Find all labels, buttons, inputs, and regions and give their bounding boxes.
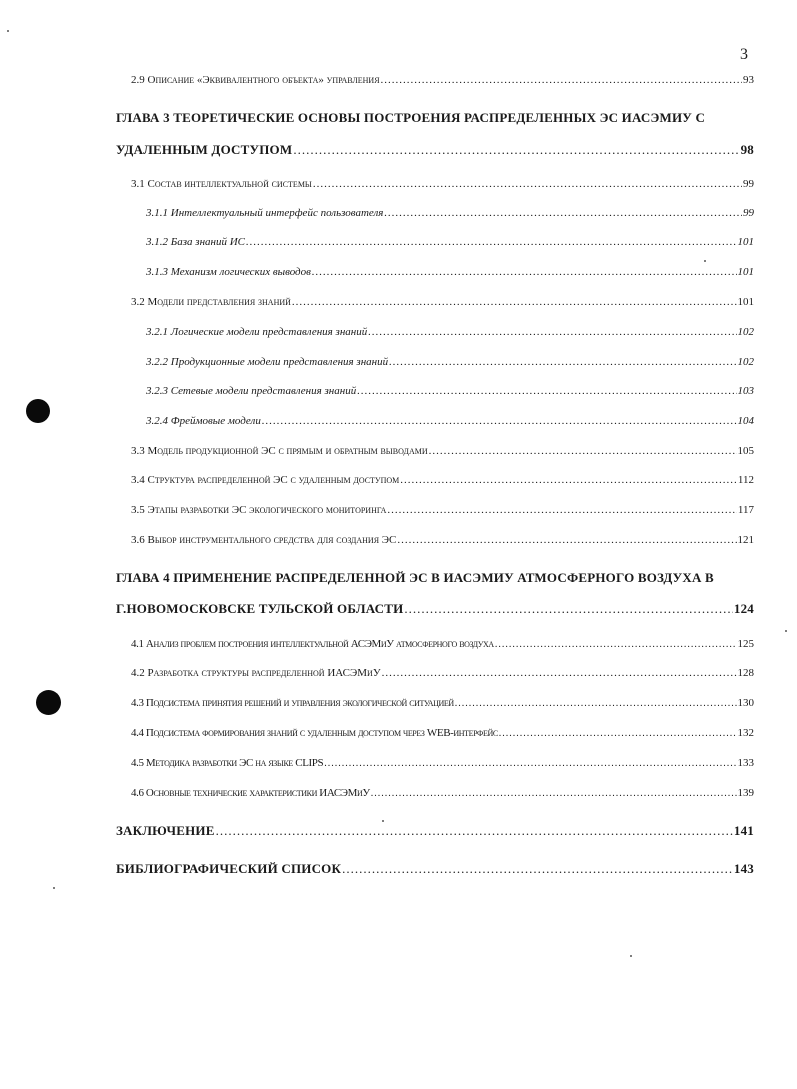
dot-leader <box>429 445 737 457</box>
dot-leader <box>389 356 736 368</box>
toc-chapter-4-line1: ГЛАВА 4 ПРИМЕНЕНИЕ РАСПРЕДЕЛЕННОЙ ЭС В ИАСЭМИУ АТМОСФЕРНОГО ВОЗДУХА В <box>116 570 714 585</box>
dot-leader <box>400 474 737 486</box>
toc-page: 105 <box>737 445 754 457</box>
scan-speck <box>785 630 787 632</box>
toc-title: 4.5 Методика разработки ЭС на языке CLIPS <box>131 757 324 769</box>
page-number: 3 <box>740 46 748 63</box>
dot-leader <box>312 266 737 278</box>
toc-chapter-3 <box>116 142 754 162</box>
toc-entry-4-3 <box>131 697 754 717</box>
dot-leader <box>357 385 736 397</box>
toc-title: 3.2.1 Логические модели представления знаний <box>146 326 368 338</box>
toc-title: 3.2 Модели представления знаний <box>131 296 291 308</box>
toc-page: 112 <box>737 474 754 486</box>
toc-title: ЗАКЛЮЧЕНИЕ <box>116 823 215 838</box>
dot-leader <box>499 728 737 739</box>
dot-leader <box>404 601 732 617</box>
toc-entry-3-1-3 <box>146 266 754 286</box>
dot-leader <box>455 698 737 709</box>
toc-entry-3-5 <box>131 504 754 524</box>
dot-leader <box>292 296 737 308</box>
toc-page: 99 <box>743 178 754 190</box>
toc-page: 139 <box>737 787 754 799</box>
toc-page: 102 <box>737 356 754 368</box>
toc-title: 3.2.3 Сетевые модели представления знаний <box>146 385 357 397</box>
toc-page: 121 <box>737 534 754 546</box>
toc-entry-4-4 <box>131 727 754 747</box>
toc-title: 3.4 Структура распределенной ЭС с удаленным доступом <box>131 474 400 486</box>
toc-title: 3.1.1 Интеллектуальный интерфейс пользователя <box>146 207 384 219</box>
toc-chapter-4 <box>116 601 754 621</box>
scan-speck <box>7 30 9 32</box>
toc-entry-4-5 <box>131 757 754 777</box>
toc-entry-3-2-4 <box>146 415 754 435</box>
toc-page: 101 <box>737 296 754 308</box>
dot-leader <box>293 142 739 158</box>
toc-title: БИБЛИОГРАФИЧЕСКИЙ СПИСОК <box>116 861 342 876</box>
dot-leader <box>397 534 736 546</box>
toc-chapter-3-line1: ГЛАВА 3 ТЕОРЕТИЧЕСКИЕ ОСНОВЫ ПОСТРОЕНИЯ РАСПРЕДЕЛЕННЫХ ЭС ИАСЭМИУ С <box>116 110 706 125</box>
dot-leader <box>246 236 736 248</box>
toc-entry-3-1 <box>131 178 754 198</box>
toc-entry-3-2-1 <box>146 326 754 346</box>
toc-title: 4.3 Подсистема принятия решений и управления экологической ситуацией <box>131 697 454 709</box>
scan-speck <box>630 955 632 957</box>
toc-conclusion <box>116 823 754 843</box>
scan-speck <box>704 260 706 262</box>
toc-page: 102 <box>737 326 754 338</box>
toc-page: 93 <box>743 74 754 86</box>
binder-hole-mark <box>36 690 61 715</box>
toc-title: 3.2.2 Продукционные модели представления знаний <box>146 356 389 368</box>
dot-leader <box>342 861 733 877</box>
toc-title: 3.3 Модель продукционной ЭС с прямым и обратным выводами <box>131 445 428 457</box>
dot-leader <box>262 415 737 427</box>
dot-leader <box>495 639 737 650</box>
dot-leader <box>324 758 736 769</box>
toc-title: 3.5 Этапы разработки ЭС экологического мониторинга <box>131 504 387 516</box>
toc-entry-4-1 <box>131 638 754 658</box>
toc-title: Г.НОВОМОСКОВСКЕ ТУЛЬСКОЙ ОБЛАСТИ <box>116 601 404 616</box>
dot-leader <box>384 207 742 219</box>
toc-title: 2.9 Описание «Эквивалентного объекта» управления <box>131 74 380 86</box>
toc-bibliography <box>116 861 754 881</box>
dot-leader <box>216 823 733 839</box>
toc-entry-4-6 <box>131 787 754 807</box>
toc-title: 3.1.2 База знаний ИС <box>146 236 246 248</box>
toc-title: 3.1.3 Механизм логических выводов <box>146 266 311 278</box>
toc-entry-3-6 <box>131 534 754 554</box>
toc-title: 4.1 Анализ проблем построения интеллектуальной АСЭМиУ атмосферного воздуха <box>131 638 494 650</box>
dot-leader <box>382 667 737 679</box>
toc-title: 3.1 Состав интеллектуальной системы <box>131 178 312 190</box>
toc-title: 3.6 Выбор инструментального средства для создания ЭС <box>131 534 397 546</box>
toc-page: 132 <box>737 727 754 739</box>
toc-title: 4.4 Подсистема формирования знаний с удаленным доступом через WEB-интерфейс <box>131 727 498 739</box>
toc-page: 101 <box>737 236 754 248</box>
dot-leader <box>381 74 742 86</box>
toc-page: 104 <box>737 415 754 427</box>
toc-entry-3-2-2 <box>146 356 754 376</box>
toc-page: 101 <box>737 266 754 278</box>
toc-title: 4.2 Разработка структуры распределенной ИАСЭМиУ <box>131 667 381 679</box>
scan-speck <box>53 887 55 889</box>
toc-entry-3-4 <box>131 474 754 494</box>
dot-leader <box>368 326 736 338</box>
toc-page: 125 <box>737 638 754 650</box>
toc-page: 141 <box>733 823 754 838</box>
toc-title: УДАЛЕННЫМ ДОСТУПОМ <box>116 142 293 157</box>
toc-title: 3.2.4 Фреймовые модели <box>146 415 261 427</box>
toc-entry-3-1-2 <box>146 236 754 256</box>
toc-entry-3-3 <box>131 445 754 465</box>
toc-entry-3-2-3 <box>146 385 754 405</box>
toc-page: 128 <box>737 667 754 679</box>
toc-page: 143 <box>733 861 754 876</box>
toc-page: 98 <box>740 142 754 157</box>
toc-page: 117 <box>737 504 754 516</box>
toc-entry-3-2 <box>131 296 754 316</box>
toc-page: 124 <box>733 601 754 616</box>
toc-page: 99 <box>743 207 754 219</box>
toc-entry-4-2 <box>131 667 754 687</box>
binder-hole-mark <box>26 399 50 423</box>
dot-leader <box>371 788 737 799</box>
toc-title: 4.6 Основные технические характеристики ИАСЭМиУ <box>131 787 370 799</box>
dot-leader <box>387 504 737 516</box>
toc-entry-2-9 <box>131 74 754 94</box>
toc-page: 130 <box>737 697 754 709</box>
scan-speck <box>382 820 384 822</box>
toc-entry-3-1-1 <box>146 207 754 227</box>
dot-leader <box>313 178 742 190</box>
toc-page: 103 <box>737 385 754 397</box>
toc-page: 133 <box>737 757 754 769</box>
